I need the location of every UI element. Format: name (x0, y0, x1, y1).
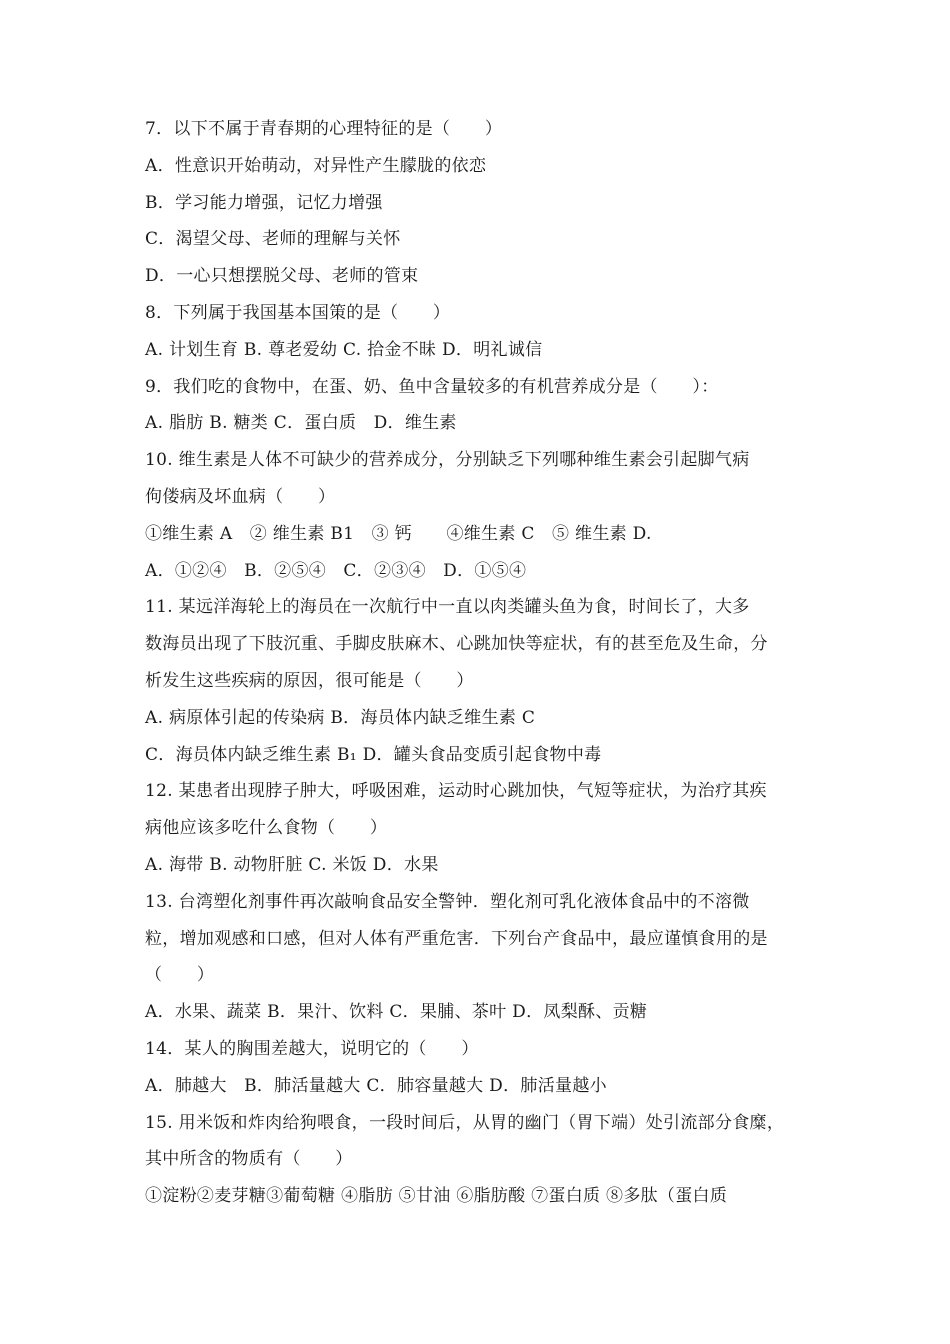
question-13-options: A．水果、蔬菜 B．果汁、饮料 C．果脯、茶叶 D．凤梨酥、贡糖 (145, 1002, 648, 1023)
question-11-stem-line-2: 数海员出现了下肢沉重、手脚皮肤麻木、心跳加快等症状，有的甚至危及生命，分 (145, 634, 768, 655)
question-7-option-c: C．渴望父母、老师的理解与关怀 (145, 229, 401, 250)
question-10-stem-line-1: 10. 维生素是人体不可缺少的营养成分，分别缺乏下列哪种维生素会引起脚气病 (145, 450, 750, 471)
question-11-stem-line-1: 11. 某远洋海轮上的海员在一次航行中一直以肉类罐头鱼为食，时间长了，大多 (145, 597, 750, 618)
question-13-stem-line-1: 13. 台湾塑化剂事件再次敲响食品安全警钟．塑化剂可乳化液体食品中的不溶微 (145, 891, 750, 912)
question-15-items: ①淀粉②麦芽糖③葡萄糖 ④脂肪 ⑤甘油 ⑥脂肪酸 ⑦蛋白质 ⑧多肽（蛋白质 (145, 1186, 728, 1207)
question-15-stem-line-1: 15. 用米饭和炸肉给狗喂食，一段时间后，从胃的幽门（胃下端）处引流部分食糜， (145, 1112, 785, 1133)
question-10-options: A．①②④ B．②⑤④ C．②③④ D．①⑤④ (145, 560, 527, 581)
question-15-stem-line-2: 其中所含的物质有（ ） (145, 1149, 353, 1170)
question-7-option-b: B．学习能力增强，记忆力增强 (145, 192, 383, 213)
question-12-stem-line-1: 12. 某患者出现脖子肿大，呼吸困难，运动时心跳加快，气短等症状，为治疗其疾 (145, 781, 767, 802)
question-12-options: A. 海带 B. 动物肝脏 C. 米饭 D．水果 (145, 854, 439, 875)
question-7-stem: 7．以下不属于青春期的心理特征的是（ ） (145, 119, 503, 139)
question-7-option-d: D．一心只想摆脱父母、老师的管束 (145, 266, 419, 287)
question-9-options: A. 脂肪 B. 糖类 C．蛋白质 D．维生素 (145, 413, 457, 434)
question-13-stem-line-2: 粒，增加观感和口感，但对人体有严重危害．下列台产食品中，最应谨慎食用的是 (145, 928, 768, 949)
question-11-options-line-1: A. 病原体引起的传染病 B．海员体内缺乏维生素 C (145, 707, 536, 728)
question-7-option-a: A．性意识开始萌动，对异性产生朦胧的依恋 (145, 155, 487, 176)
question-8-options: A. 计划生育 B. 尊老爱幼 C. 拾金不昧 D．明礼诚信 (145, 339, 543, 360)
question-11-stem-line-3: 析发生这些疾病的原因，很可能是（ ） (145, 670, 474, 691)
question-9-stem: 9．我们吃的食物中，在蛋、奶、鱼中含量较多的有机营养成分是（ ）： (145, 376, 719, 397)
question-11-options-line-2: C．海员体内缺乏维生素 B₁ D．罐头食品变质引起食物中毒 (145, 744, 602, 765)
question-12-stem-line-2: 病他应该多吃什么食物（ ） (145, 818, 388, 839)
exam-page (145, 116, 810, 1220)
question-8-stem: 8．下列属于我国基本国策的是（ ） (145, 302, 451, 323)
question-10-stem-line-2: 佝偻病及坏血病（ ） (145, 486, 336, 507)
question-14-stem: 14．某人的胸围差越大，说明它的（ ） (145, 1038, 479, 1059)
question-10-items: ①维生素 A ② 维生素 B1 ③ 钙 ④维生素 C ⑤ 维生素 D. (145, 523, 652, 544)
question-14-options: A．肺越大 B．肺活量越大 C．肺容量越大 D．肺活量越小 (145, 1075, 607, 1096)
question-13-stem-line-3: （ ） (145, 965, 215, 986)
